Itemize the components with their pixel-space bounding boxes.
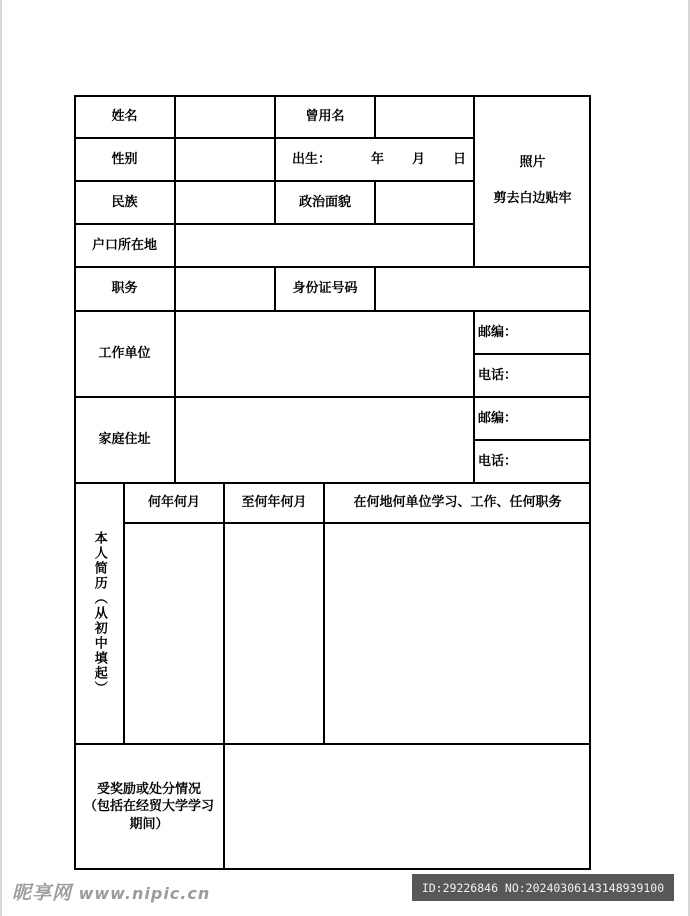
photo-note: 剪去白边贴牢 xyxy=(493,191,572,206)
photo-title: 照片 xyxy=(519,155,546,171)
gender-field[interactable] xyxy=(175,138,275,181)
photo-area[interactable] xyxy=(474,95,591,267)
ethnicity-label: 民族 xyxy=(111,194,138,210)
resume-col-detail: 在何地何单位学习、工作、任何职务 xyxy=(353,495,562,511)
home-phone-label: 电话： xyxy=(478,453,518,469)
hukou-label: 户口所在地 xyxy=(91,237,157,253)
birth-day-unit: 日 xyxy=(453,151,467,167)
ethnicity-field[interactable] xyxy=(175,181,275,224)
resume-col-from: 何年何月 xyxy=(147,495,200,511)
political-status-label: 政治面貌 xyxy=(298,194,351,210)
awards-field[interactable] xyxy=(224,744,591,870)
home-address-label: 家庭住址 xyxy=(98,432,151,448)
birth-year-unit: 年 xyxy=(371,151,385,167)
position-field[interactable] xyxy=(175,267,275,311)
birth-month-unit: 月 xyxy=(412,151,426,167)
resume-col-to: 至何年何月 xyxy=(241,495,307,511)
resume-label: 本人简历（从初中填起） xyxy=(91,531,107,696)
work-unit-label: 工作单位 xyxy=(98,346,151,362)
id-number-label: 身份证号码 xyxy=(292,281,358,297)
name-label: 姓名 xyxy=(111,108,138,124)
watermark-brand-name: 昵享网 xyxy=(12,882,73,904)
former-name-field[interactable] xyxy=(375,95,474,138)
watermark-brand xyxy=(12,878,210,905)
work-postcode-field[interactable] xyxy=(474,311,591,354)
birth-date-field[interactable] xyxy=(275,138,474,181)
position-label: 职务 xyxy=(111,281,138,297)
resume-detail-field[interactable] xyxy=(324,523,591,744)
birth-label: 出生： xyxy=(292,151,332,167)
political-status-field[interactable] xyxy=(375,181,474,224)
home-address-field[interactable] xyxy=(175,397,474,483)
registration-form xyxy=(74,95,591,870)
page-edge-left xyxy=(0,0,2,916)
resume-label-cell xyxy=(74,483,124,744)
work-postcode-label: 邮编： xyxy=(478,324,518,340)
awards-label: 受奖励或处分情况 （包括在经贸大学学习 期间） xyxy=(83,781,214,832)
watermark-id-badge: ID:29226846 NO:20240306143148939100 xyxy=(412,874,674,901)
home-postcode-label: 邮编： xyxy=(478,410,518,426)
hukou-field[interactable] xyxy=(175,224,474,267)
work-phone-field[interactable] xyxy=(474,354,591,397)
former-name-label: 曾用名 xyxy=(305,108,345,124)
gender-label: 性别 xyxy=(111,151,138,167)
resume-to-field[interactable] xyxy=(224,523,324,744)
name-field[interactable] xyxy=(175,95,275,138)
id-number-field[interactable] xyxy=(375,267,591,311)
work-phone-label: 电话： xyxy=(478,367,518,383)
watermark-brand-url: www.nipic.cn xyxy=(78,884,211,903)
home-phone-field[interactable] xyxy=(474,440,591,483)
home-postcode-field[interactable] xyxy=(474,397,591,440)
resume-from-field[interactable] xyxy=(124,523,224,744)
work-unit-field[interactable] xyxy=(175,311,474,397)
